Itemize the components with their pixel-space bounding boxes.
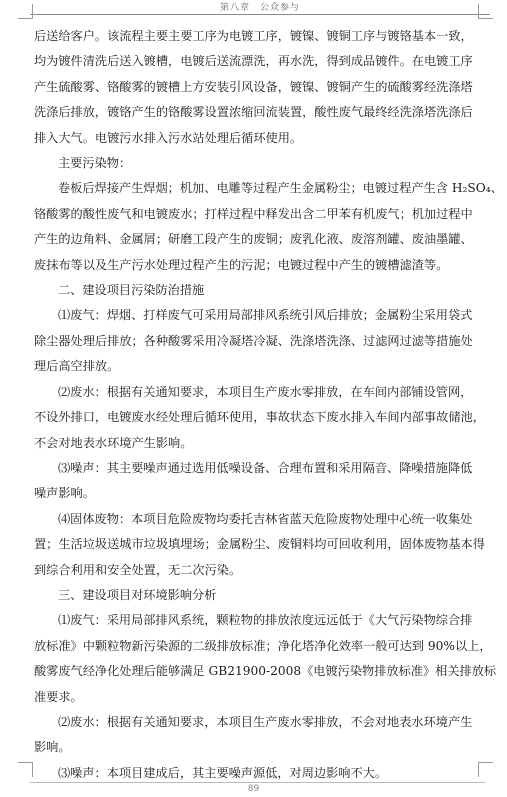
text-line: 废抹布等以及生产污水处理过程产生的污泥；电镀过程中产生的镀槽滤渣等。: [34, 257, 449, 272]
page-header: [30, 0, 490, 15]
text-line: ⑶噪声：其主要噪声通过选用低噪设备、合理布置和采用隔音、降噪措施降低: [58, 460, 473, 475]
text-line: 酸雾废气经净化处理后能够满足 GB21900-2008《电镀污染物排放标准》相关排放标: [34, 664, 497, 679]
text-line: 产生的边角料、金属屑；研磨工段产生的废铜；废乳化液、废溶剂罐、废油墨罐、: [34, 232, 473, 247]
crop-mark-top-right: [478, 4, 493, 19]
text-line: ⑶噪声：本项目建成后，其主要噪声源低，对周边影响不大。: [58, 765, 388, 780]
text-line: 后送给客户。该流程主要主要工序为电镀工序，镀镍、镀铜工序与镀铬基本一致，: [34, 29, 473, 43]
text-line: 三、建设项目对环境影响分析: [58, 587, 217, 602]
text-line: ⑷固体废物：本项目危险废物均委托吉林省蓝天危险废物处理中心统一收集处: [58, 511, 473, 526]
text-line: ⑴废气：焊烟、打样废气可采用局部排风系统引风后排放；金属粉尘采用袋式: [58, 308, 473, 323]
text-line: 置；生活垃圾送城市垃圾填埋场；金属粉尘、废铜料均可回收利用，固体废物基本得: [34, 537, 485, 552]
text-line: 产生硫酸雾、铬酸雾的镀槽上方安装引风设备，镀镍、镀铜产生的硫酸雾经洗涤塔: [34, 79, 473, 94]
text-line: 均为镀件清洗后送入镀槽，电镀后送流漂洗，再水洗，得到成品镀件。在电镀工序: [34, 54, 473, 69]
text-line: 排入大气。电镀污水排入污水站处理后循环使用。: [34, 130, 303, 145]
text-line: 洗涤后排放，镀铬产生的铬酸雾设置浓缩回流装置，酸性废气最终经洗涤塔洗涤后: [34, 105, 473, 120]
crop-mark-top-left: [18, 4, 33, 19]
text-line: 不会对地表水环境产生影响。: [34, 435, 193, 450]
text-line: 不设外排口，电镀废水经处理后循环使用，事故状态下废水排入车间内部事故储池，: [34, 410, 485, 425]
text-line: 除尘器处理后排放；各种酸雾采用冷凝塔冷凝、洗涤塔洗涤、过滤网过滤等措施处: [34, 333, 473, 348]
page-number: 89: [247, 784, 260, 794]
text-line: 准要求。: [34, 689, 83, 704]
text-line: 理后高空排放。: [34, 359, 120, 374]
text-line: 铬酸雾的酸性废气和电镀废水；打样过程中释发出含二甲苯有机废气；机加过程中: [34, 206, 473, 221]
header-title: 第八章 公众参与: [219, 3, 300, 13]
text-line: ⑴废气：采用局部排风系统，颗粒物的排放浓度远远低于《大气污染物综合排: [58, 613, 473, 628]
text-line: 二、建设项目污染防治措施: [58, 283, 205, 298]
text-line: ⑵废水：根据有关通知要求，本项目生产废水零排放，在车间内部铺设管网，: [58, 384, 473, 399]
text-line: 影响。: [34, 740, 71, 755]
page-footer: [0, 776, 507, 795]
crop-mark-bottom-left: [18, 762, 33, 777]
text-line: ⑵废水：根据有关通知要求，本项目生产废水零排放，不会对地表水环境产生: [58, 714, 473, 729]
text-line: 噪声影响。: [34, 486, 95, 501]
text-line: 卷板后焊接产生焊烟；机加、电雕等过程产生金属粉尘；电镀过程产生含 H₂SO₄、: [58, 181, 503, 196]
text-line: 放标准》中颗粒物新污染源的二级排放标准；净化塔净化效率一般可达到 90%以上，: [34, 638, 492, 653]
document-body: [34, 24, 503, 786]
text-line: 到综合利用和安全处置，无二次污染。: [34, 562, 242, 577]
text-line: 主要污染物：: [58, 156, 132, 171]
